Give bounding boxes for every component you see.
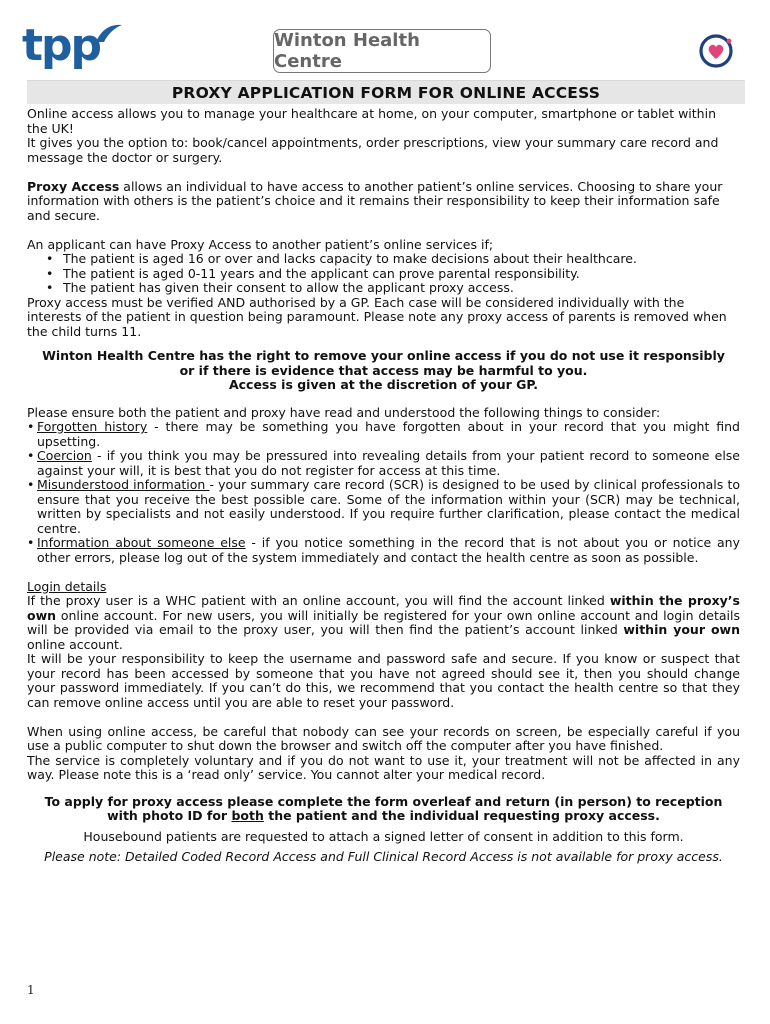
login-text: online account. — [27, 636, 123, 652]
list-item — [27, 420, 740, 449]
proxy-access-paragraph — [27, 180, 740, 224]
list-item: • The patient is aged 0-11 years and the applicant can prove parental responsibility. — [27, 267, 740, 282]
consideration-term: Information about someone else — [37, 535, 246, 550]
intro-line-1: Online access allows you to manage your healthcare at home, on your computer, smartphone or tablet within the UK! — [27, 106, 717, 136]
login-emphasis: within the proxy’s own — [27, 593, 740, 623]
login-text: online account. For new users, you will initially be registered for your own online account and login details will be provided via email to the proxy user, you will then find the patient’s account linked — [27, 607, 740, 637]
list-item — [27, 478, 740, 536]
warning-line-2: Access is given at the discretion of your GP. — [228, 377, 539, 392]
heart-logo-icon — [696, 31, 736, 71]
considerations-list — [27, 420, 740, 565]
login-paragraph-2: It will be your responsibility to keep the username and password safe and secure. If you know or suspect that your record has been accessed by someone that you have not agreed should see it, then you should change your password immediately. If you can’t do this, we recommend that you contact the health centre so that they can remove online access until you are able to reset your password. — [27, 651, 740, 710]
conditions-lead: An applicant can have Proxy Access to another patient’s online services if; — [27, 236, 494, 252]
login-paragraph-1 — [27, 594, 740, 652]
apply-instructions — [27, 795, 740, 824]
warning-line-1: Winton Health Centre has the right to remove your online access if you do not use it responsibly or if there is evidence that access may be harmful to you. — [42, 348, 725, 378]
list-item — [27, 536, 740, 565]
consideration-text: - if you think you may be pressured into revealing details from your patient record to someone else against your will, it is best that you do not register for access at this time. — [37, 448, 740, 478]
consideration-text: - if you notice something in the record that is not about you or notice any other errors, please log out of the system immediately and contact the health centre as soon as possible. — [37, 535, 740, 565]
apply-emphasis: both — [231, 808, 264, 823]
housebound-note: Housebound patients are requested to attach a signed letter of consent in addition to this form. — [83, 828, 684, 844]
list-item: • The patient has given their consent to allow the applicant proxy access. — [27, 281, 740, 296]
usage-paragraph-2: The service is completely voluntary and if you do not want to use it, your treatment will not be affected in any way. Please note this is a ‘read only’ service. You cannot alter your medical record. — [27, 752, 740, 782]
page-title: PROXY APPLICATION FORM FOR ONLINE ACCESS — [27, 80, 745, 104]
consideration-term: Forgotten history — [37, 419, 148, 434]
apply-text: the patient and the individual requesting proxy access. — [263, 808, 660, 823]
apply-text: To apply for proxy access please complete the form overleaf and return (in person) to reception with photo ID for — [44, 793, 723, 823]
list-item — [27, 449, 740, 478]
consideration-term: Misunderstood information — [37, 477, 210, 492]
document-body — [27, 107, 740, 865]
consideration-term: Coercion — [37, 448, 92, 463]
proxy-access-text: allows an individual to have access to another patient’s online services. Choosing to share your information with others is the patient’s choice and it remains their responsibility to keep their information safe and secure. — [27, 178, 723, 223]
intro-line-2: It gives you the option to: book/cancel appointments, order prescriptions, view your summary care record and message the doctor or surgery. — [27, 135, 719, 165]
page-number: 1 — [27, 983, 35, 997]
access-note: Please note: Detailed Coded Record Access and Full Clinical Record Access is not available for proxy access. — [44, 849, 723, 864]
consideration-text: - there may be something you have forgotten about in your record that you might find upsetting. — [37, 419, 740, 449]
header — [0, 0, 770, 80]
login-emphasis: within your own — [623, 622, 740, 637]
centre-name-box: Winton Health Centre — [273, 29, 491, 73]
login-heading: Login details — [27, 578, 107, 594]
usage-paragraph-1: When using online access, be careful that nobody can see your records on screen, be especially careful if you use a public computer to shut down the browser and switch off the computer after you have finished. — [27, 723, 740, 753]
proxy-access-lead: Proxy Access — [27, 178, 120, 194]
conditions-footer: Proxy access must be verified AND authorised by a GP. Each case will be considered individually with the interests of the patient in question being paramount. Please note any proxy access of parents is removed when the child turns 11. — [27, 294, 727, 339]
consideration-text: - your summary care record (SCR) is designed to be used by clinical professionals to ensure that you receive the best possible care. Some of the information within your (SCR) may be technical, written by specialists and not easily understood. If you require further clarification, please contact the medical centre. — [37, 477, 740, 536]
conditions-list — [27, 252, 740, 296]
considerations-lead: Please ensure both the patient and proxy have read and understood the following things to consider: — [27, 404, 661, 420]
tpp-logo — [22, 20, 122, 78]
list-item: • The patient is aged 16 or over and lacks capacity to make decisions about their healthcare. — [27, 252, 740, 267]
login-text: If the proxy user is a WHC patient with an online account, you will find the account linked — [27, 593, 610, 608]
swoosh-icon — [94, 22, 124, 44]
tpp-logo-text: tpp — [22, 20, 101, 71]
